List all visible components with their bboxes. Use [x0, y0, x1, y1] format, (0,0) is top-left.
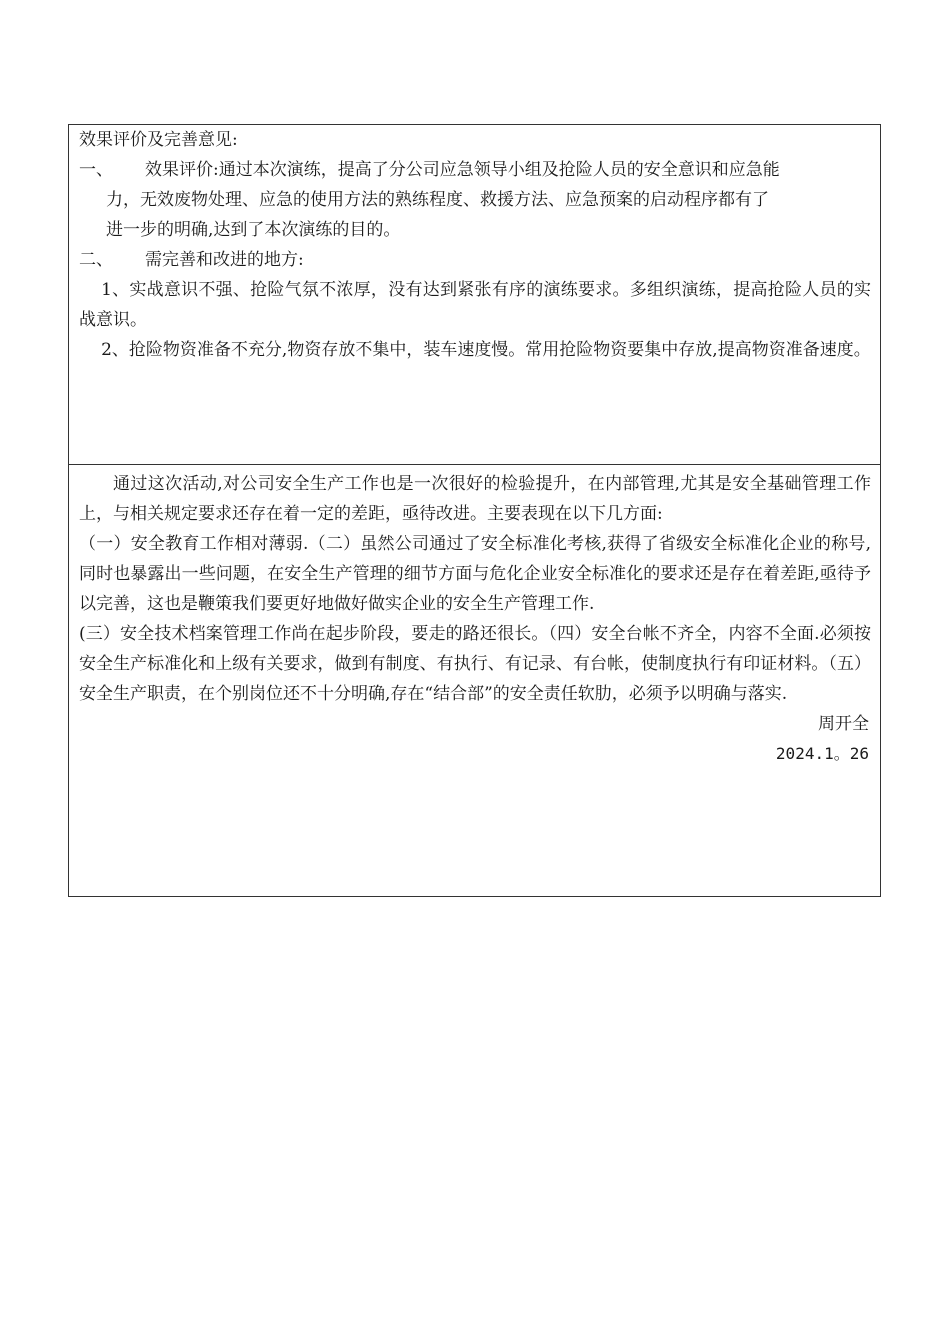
summary-intro: 通过这次活动,对公司安全生产工作也是一次很好的检验提升，在内部管理,尤其是安全基础管理工作上，与相关规定要求还存在着一定的差距，亟待改进。主要表现在以下几方面: [79, 474, 871, 524]
summary-points-b: (三）安全技术档案管理工作尚在起步阶段，要走的路还很长。（四）安全台帐不齐全，内容不全面.必须按安全生产标准化和上级有关要求，做到有制度、有执行、有记录、有台帐，使制度执行有印证材料。（五）安全生产职责，在个别岗位还不十分明确,存在“结合部”的安全责任软肋，必须予以明确与落实. [79, 624, 871, 704]
section-1 [79, 155, 871, 185]
section-2-title: 需完善和改进的地方: [145, 250, 304, 270]
improvement-item-2: 2、抢险物资准备不充分,物资存放不集中，装车速度慢。常用抢险物资要集中存放,提高物资准备速度。 [101, 340, 871, 360]
section-1-line-1: 效果评价:通过本次演练，提高了分公司应急领导小组及抢险人员的安全意识和应急能 [145, 160, 780, 180]
evaluation-heading: 效果评价及完善意见: [79, 130, 238, 150]
signature: 周开全 [818, 714, 869, 734]
summary-points-a: （一）安全教育工作相对薄弱.（二）虽然公司通过了安全标准化考核,获得了省级安全标准化企业的称号,同时也暴露出一些问题，在安全生产管理的细节方面与危化企业安全标准化的要求还是存在着差距,亟待予以完善，这也是鞭策我们要更好地做好做实企业的安全生产管理工作. [79, 534, 871, 614]
section-1-line-2: 力，无效废物处理、应急的使用方法的熟练程度、救援方法、应急预案的启动程序都有了 [106, 190, 769, 210]
evaluation-cell [69, 125, 880, 465]
improvement-item-1: 1、实战意识不强、抢险气氛不浓厚，没有达到紧张有序的演练要求。多组织演练，提高抢险人员的实战意识。 [79, 280, 871, 330]
signature-date: 2024.1。26 [775, 744, 869, 763]
section-1-number: 一、 [79, 160, 113, 180]
evaluation-table [68, 124, 881, 897]
section-2-number: 二、 [79, 250, 113, 270]
summary-cell [69, 465, 880, 896]
section-2 [79, 245, 871, 275]
section-1-line-3: 进一步的明确,达到了本次演练的目的。 [106, 220, 401, 240]
